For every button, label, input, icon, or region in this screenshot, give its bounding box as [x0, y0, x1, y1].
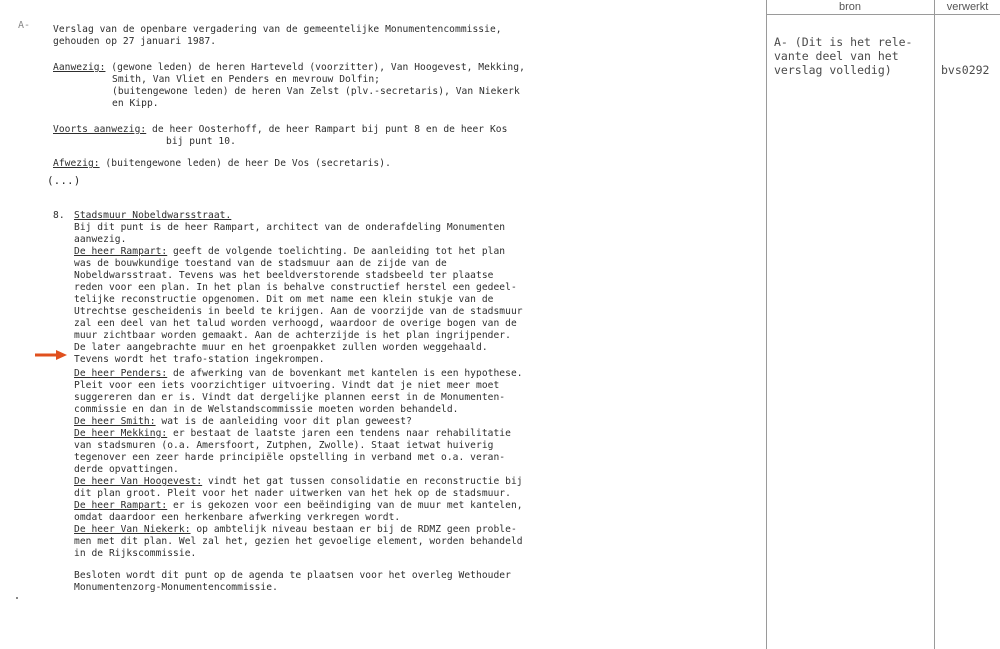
aanwezig-line-2: Smith, Van Vliet en Penders en mevrouw Dolfin;: [112, 74, 380, 85]
margin-code: A-: [18, 20, 31, 31]
penders-line-4: commissie en dan in de Welstandscommissie moeten worden behandeld.: [74, 404, 459, 415]
vanhoogevest-label: De heer Van Hoogevest:: [74, 476, 203, 487]
rampart2-line-1: [74, 500, 523, 512]
smith-text: wat is de aanleiding voor dit plan geweest?: [155, 416, 412, 427]
penders-label: De heer Penders:: [74, 368, 168, 379]
rampart2-text: er is gekozen voor een beëindiging van de muur met kantelen,: [167, 500, 523, 511]
bron-note-line-3: verslag volledig): [774, 63, 892, 77]
afwezig-text: (buitengewone leden) de heer De Vos (secretaris).: [99, 158, 391, 169]
mekking-line-4: derde opvattingen.: [74, 464, 179, 475]
rampart-line-8: muur zichtbaar worden gemaakt. Aan de achterzijde is het plan ingrijpender.: [74, 330, 511, 341]
voorts-line: [53, 124, 507, 136]
besloten-line-2: Monumentenzorg-Monumentencommissie.: [74, 582, 278, 593]
ellipsis-handwritten: (...): [47, 174, 81, 187]
voorts-text: de heer Oosterhoff, de heer Rampart bij punt 8 en de heer Kos: [146, 124, 508, 135]
aanwezig-line-3: (buitengewone leden) de heren Van Zelst (plv.-secretaris), Van Niekerk: [112, 86, 520, 97]
afwezig-label: Afwezig:: [53, 158, 100, 169]
bron-note-line-1: A- (Dit is het rele-: [774, 35, 913, 49]
vanhoogevest-line-2: dit plan groot. Pleit voor het nader uitwerken van het hek op de stadsmuur.: [74, 488, 511, 499]
rampart-text: geeft de volgende toelichting. De aanleiding tot het plan: [167, 246, 506, 257]
intro-line-1: Bij dit punt is de heer Rampart, architect van de onderafdeling Monumenten: [74, 222, 506, 233]
annotation-panel: [764, 0, 1000, 649]
smith-label: De heer Smith:: [74, 416, 156, 427]
rampart-line-5: telijke reconstructie opgenomen. Dit om met name een klein stukje van de: [74, 294, 494, 305]
rampart2-line-2: omdat daardoor een herkenbare afwerking verkregen wordt.: [74, 512, 401, 523]
vanniekerk-line-1: [74, 524, 517, 536]
vanniekerk-text: op ambtelijk niveau bestaan er bij de RDMZ geen proble-: [190, 524, 517, 535]
penders-line-3: suggereren dan er is. Vindt dat dergelijke plannen eerst in de Monumenten-: [74, 392, 506, 403]
vanhoogevest-line-1: [74, 476, 523, 488]
rampart-line-6: Utrechtse gescheidenis in beeld te krijgen. Aan de voorzijde van de stadsmuur: [74, 306, 523, 317]
mekking-line-2: van stadsmuren (o.a. Amersfoort, Zutphen, Zwolle). Staat ietwat huiverig: [74, 440, 494, 451]
mekking-label: De heer Mekking:: [74, 428, 168, 439]
rampart-label: De heer Rampart:: [74, 246, 168, 257]
voorts-line-2: bij punt 10.: [166, 136, 236, 147]
besloten-line-1: Besloten wordt dit punt op de agenda te plaatsen voor het overleg Wethouder: [74, 570, 511, 581]
mekking-line-3: tegenover een zeer harde principiële opstelling in verband met o.a. veran-: [74, 452, 506, 463]
column-header-verwerkt: verwerkt: [946, 1, 989, 13]
rampart-line-7: zal een deel van het talud worden verhoogd, waardoor de overige bogen van de: [74, 318, 517, 329]
rampart-line-4: reden voor een plan. In het plan is behalve constructief herstel een gedeel-: [74, 282, 517, 293]
aanwezig-label: Aanwezig:: [53, 62, 106, 73]
highlight-arrow-icon: [34, 349, 68, 361]
rampart-line-1: [74, 246, 505, 258]
panel-header-rule: [766, 14, 1000, 15]
verwerkt-code: bvs0292: [941, 63, 990, 77]
rampart-line-9: De later aangebrachte muur en het groenpakket zullen worden weggehaald.: [74, 342, 488, 353]
aanwezig-line: [53, 62, 525, 74]
column-header-bron: bron: [838, 1, 862, 13]
afwezig-line: [53, 158, 391, 170]
rampart-line-10: Tevens wordt het trafo-station ingekrompen.: [74, 354, 325, 365]
penders-line-1: [74, 368, 523, 380]
voorts-label: Voorts aanwezig:: [53, 124, 147, 135]
vanhoogevest-text: vindt het gat tussen consolidatie en reconstructie bij: [202, 476, 523, 487]
rampart-line-2: was de bouwkundige toestand van de stadsmuur aan de zijde van de: [74, 258, 447, 269]
penders-line-2: Pleit voor een iets voorzichtiger uitvoering. Vindt dat je niet meer moet: [74, 380, 500, 391]
panel-left-border: [766, 0, 767, 649]
aanwezig-text: (gewone leden) de heren Harteveld (voorzitter), Van Hoogevest, Mekking,: [105, 62, 525, 73]
document-heading-line-1: Verslag van de openbare vergadering van de gemeentelijke Monumentencommissie,: [53, 24, 502, 35]
mekking-line-1: [74, 428, 511, 440]
rampart-line-3: Nobeldwarsstraat. Tevens was het beeldverstorende stadsbeeld ter plaatse: [74, 270, 494, 281]
vanniekerk-label: De heer Van Niekerk:: [74, 524, 191, 535]
panel-column-divider: [934, 0, 935, 649]
vanniekerk-line-3: in de Rijkscommissie.: [74, 548, 197, 559]
document-heading-line-2: gehouden op 27 januari 1987.: [53, 36, 217, 47]
item-title: Stadsmuur Nobeldwarsstraat.: [74, 210, 232, 221]
vanniekerk-line-2: men met dit plan. Wel zal het, gezien het gevoelige element, worden behandeld: [74, 536, 523, 547]
bron-note-line-2: vante deel van het: [774, 49, 899, 63]
aanwezig-line-4: en Kipp.: [112, 98, 159, 109]
rampart2-label: De heer Rampart:: [74, 500, 168, 511]
penders-text: de afwerking van de bovenkant met kantelen is een hypothese.: [167, 368, 523, 379]
intro-line-2: aanwezig.: [74, 234, 127, 245]
smith-line: [74, 416, 412, 428]
mekking-text: er bestaat de laatste jaren een tendens naar rehabilitatie: [167, 428, 511, 439]
scan-speck: [16, 597, 18, 599]
item-number: 8.: [53, 210, 65, 221]
